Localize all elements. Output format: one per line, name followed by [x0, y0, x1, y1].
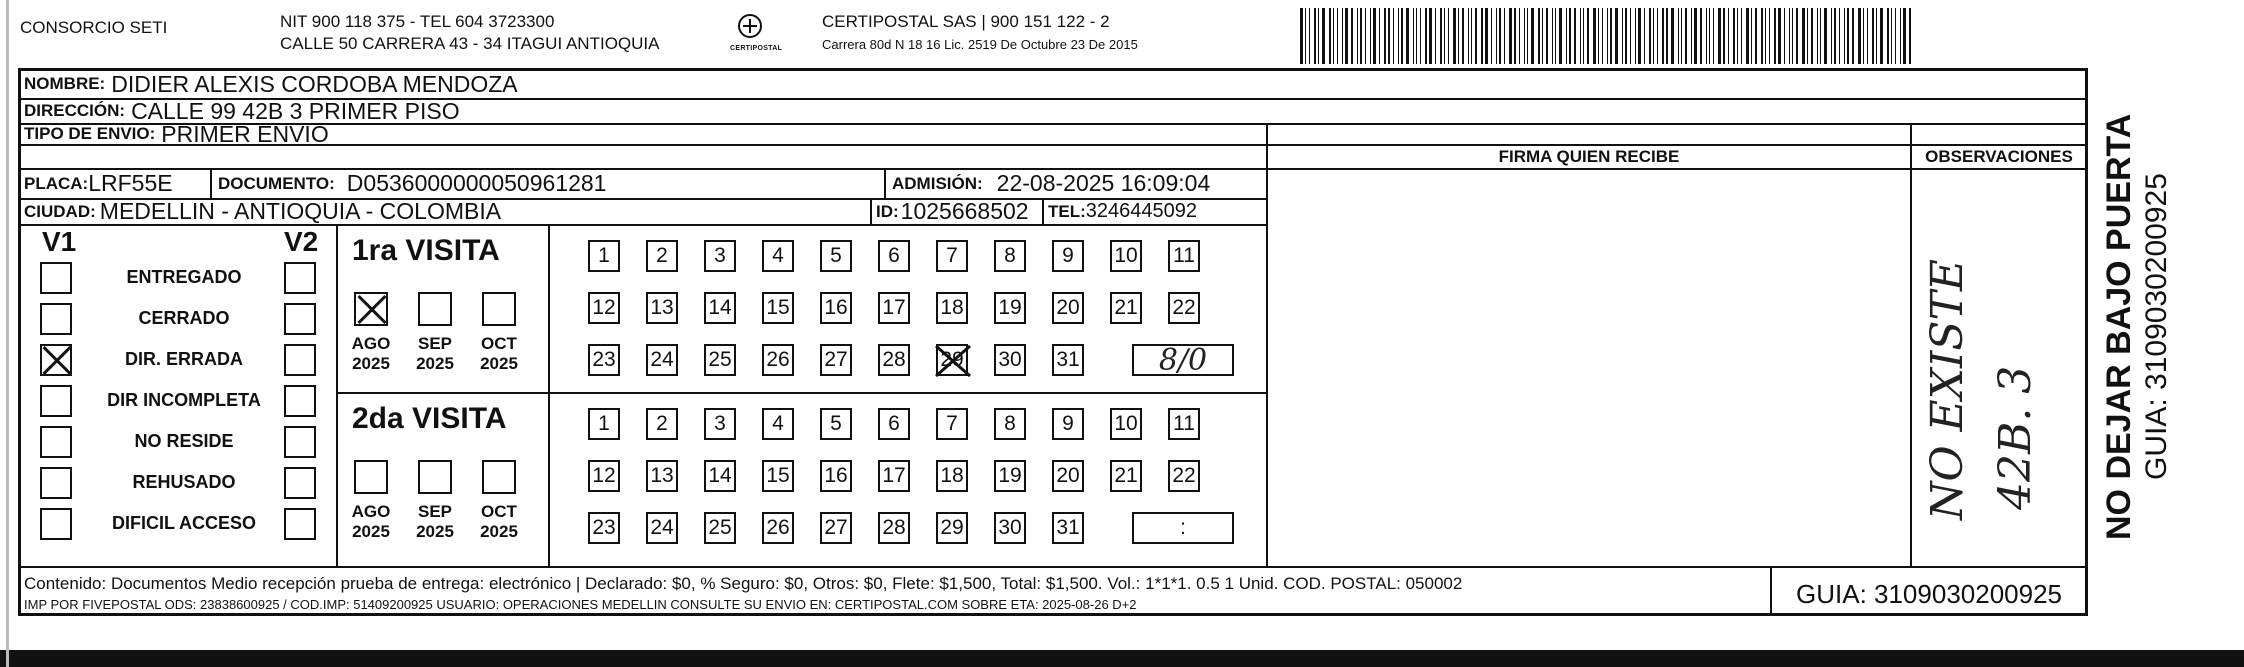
day-number: 14: [708, 296, 732, 319]
day-box[interactable]: [704, 240, 736, 272]
day-box[interactable]: [646, 292, 678, 324]
day-box[interactable]: [878, 460, 910, 492]
day-box[interactable]: [588, 240, 620, 272]
month-year: 2025: [416, 354, 454, 373]
barcode: [1300, 8, 1920, 64]
day-number: 12: [592, 296, 616, 319]
reason-label: REHUSADO: [132, 472, 236, 492]
day-box[interactable]: [762, 408, 794, 440]
day-box[interactable]: [936, 344, 968, 376]
day-number: 31: [1056, 516, 1080, 539]
day-box[interactable]: [646, 460, 678, 492]
day-box[interactable]: [588, 512, 620, 544]
tel-label: TEL:: [1048, 201, 1086, 221]
v2-checkbox[interactable]: [284, 262, 316, 294]
day-number: 18: [940, 464, 964, 487]
day-box[interactable]: [1052, 344, 1084, 376]
v2-label: V2: [284, 226, 319, 257]
day-box[interactable]: [1110, 240, 1142, 272]
observation-handwriting-2: 42B. 3: [1990, 365, 2041, 510]
day-box[interactable]: [1168, 408, 1200, 440]
day-number: 18: [940, 296, 964, 319]
day-number: 7: [946, 412, 958, 435]
reason-label: DIR INCOMPLETA: [107, 390, 261, 410]
v2-checkbox[interactable]: [284, 467, 316, 499]
v1-checkbox[interactable]: [40, 385, 72, 417]
day-box[interactable]: [936, 240, 968, 272]
plate-label: PLACA:: [24, 173, 89, 193]
day-number: 6: [888, 244, 900, 267]
day-number: 21: [1114, 464, 1138, 487]
day-number: 23: [592, 348, 616, 371]
day-box[interactable]: [994, 460, 1026, 492]
day-number: 13: [650, 464, 674, 487]
admission-value: 22-08-2025 16:09:04: [996, 170, 1211, 196]
day-box[interactable]: [936, 408, 968, 440]
day-box[interactable]: [1110, 292, 1142, 324]
send-type-label: TIPO DE ENVIO:: [24, 124, 156, 143]
day-box[interactable]: [994, 408, 1026, 440]
address-line: CALLE 50 CARRERA 43 - 34 ITAGUI ANTIOQUIA: [280, 34, 660, 53]
day-number: 30: [998, 516, 1022, 539]
day-box[interactable]: [878, 512, 910, 544]
day-box[interactable]: [994, 292, 1026, 324]
month-year: 2025: [480, 522, 518, 541]
day-number: 12: [592, 464, 616, 487]
day-box[interactable]: [820, 460, 852, 492]
v1-checkbox[interactable]: [40, 344, 72, 376]
day-number: 28: [882, 516, 906, 539]
day-box[interactable]: [1052, 460, 1084, 492]
day-box[interactable]: [1110, 408, 1142, 440]
month-year: 2025: [416, 522, 454, 541]
nit-line: NIT 900 118 375 - TEL 604 3723300: [280, 12, 555, 31]
day-number: 22: [1172, 296, 1196, 319]
day-box[interactable]: [936, 460, 968, 492]
day-box[interactable]: [1052, 512, 1084, 544]
day-box[interactable]: [820, 408, 852, 440]
day-box[interactable]: [704, 292, 736, 324]
v2-checkbox[interactable]: [284, 426, 316, 458]
day-box[interactable]: [1168, 240, 1200, 272]
day-number: 17: [882, 296, 906, 319]
month-label: [346, 502, 396, 542]
day-box[interactable]: [704, 408, 736, 440]
day-number: 29: [940, 516, 964, 539]
day-box[interactable]: [820, 240, 852, 272]
day-number: 5: [830, 412, 842, 435]
day-number: 9: [1062, 412, 1074, 435]
day-number: 21: [1114, 296, 1138, 319]
month-year: 2025: [352, 354, 390, 373]
day-box[interactable]: [878, 240, 910, 272]
v2-checkbox[interactable]: [284, 303, 316, 335]
day-number: 3: [714, 244, 726, 267]
signature-area[interactable]: [1268, 170, 1910, 566]
observations-header: OBSERVACIONES: [1925, 147, 2073, 166]
day-number: 28: [882, 348, 906, 371]
plate-value: LRF55E: [88, 170, 173, 196]
v1-checkbox[interactable]: [40, 303, 72, 335]
day-number: 29: [940, 348, 964, 371]
day-number: 26: [766, 516, 790, 539]
reason-label: ENTREGADO: [126, 267, 242, 287]
month-checkbox[interactable]: [482, 292, 516, 326]
day-box[interactable]: [762, 292, 794, 324]
company-name: CONSORCIO SETI: [20, 18, 168, 37]
footer-line-2: IMP POR FIVEPOSTAL ODS: 23838600925 / COD.IMP: 51409200925 USUARIO: OPERACIONES MEDELLIN CONSULTE SU ENVIO EN: CERTIPOSTAL.COM SOBRE ETA: 2025-08-26 D+2: [24, 597, 1137, 612]
v2-checkbox[interactable]: [284, 344, 316, 376]
day-box[interactable]: [704, 344, 736, 376]
name-label: NOMBRE:: [24, 74, 106, 93]
day-box[interactable]: [820, 512, 852, 544]
recipient-address: CALLE 99 42B 3 PRIMER PISO: [131, 97, 460, 124]
month-label: [474, 502, 524, 542]
logo-text: CERTIPOSTAL: [730, 45, 783, 52]
day-number: 11: [1173, 412, 1195, 435]
certipostal-logo: [730, 12, 783, 60]
day-number: 8: [1004, 412, 1016, 435]
day-number: 17: [882, 464, 906, 487]
day-number: 4: [772, 244, 784, 267]
city-label: CIUDAD:: [24, 201, 96, 221]
day-number: 7: [946, 244, 958, 267]
day-box[interactable]: [1052, 240, 1084, 272]
day-box[interactable]: [994, 512, 1026, 544]
visit-title: 2da VISITA: [352, 402, 507, 435]
day-box[interactable]: [994, 240, 1026, 272]
visit-time-box[interactable]: [1132, 344, 1234, 376]
month-year: 2025: [480, 354, 518, 373]
license-line: Carrera 80d N 18 16 Lic. 2519 De Octubre 23 De 2015: [822, 37, 1138, 52]
day-number: 19: [998, 464, 1022, 487]
visit-time: 8/0: [1158, 342, 1208, 378]
day-number: 24: [650, 348, 674, 371]
send-type-row: [24, 120, 329, 147]
day-box[interactable]: [588, 460, 620, 492]
document-label: DOCUMENTO:: [218, 173, 335, 193]
day-box[interactable]: [588, 408, 620, 440]
day-box[interactable]: [762, 460, 794, 492]
month-label: [410, 334, 460, 374]
day-box[interactable]: [1052, 292, 1084, 324]
month-checkbox[interactable]: [482, 460, 516, 494]
id-value: 1025668502: [900, 198, 1029, 224]
visit-title: 1ra VISITA: [352, 234, 500, 267]
day-box[interactable]: [762, 240, 794, 272]
day-box[interactable]: [1168, 292, 1200, 324]
day-box[interactable]: [588, 344, 620, 376]
day-number: 19: [998, 296, 1022, 319]
day-number: 10: [1114, 412, 1138, 435]
month-label: [410, 502, 460, 542]
month-name: OCT: [481, 334, 517, 353]
day-box[interactable]: [1052, 408, 1084, 440]
day-box[interactable]: [994, 344, 1026, 376]
day-number: 2: [656, 244, 668, 267]
signature-header: FIRMA QUIEN RECIBE: [1498, 147, 1680, 166]
address-row: [24, 99, 460, 123]
day-number: 16: [824, 464, 848, 487]
reason-label: DIR. ERRADA: [124, 349, 243, 369]
month-name: AGO: [351, 334, 391, 353]
id-cell: [876, 199, 1029, 224]
day-box[interactable]: [936, 512, 968, 544]
day-box[interactable]: [646, 408, 678, 440]
visit-time: :: [1180, 516, 1186, 539]
day-box[interactable]: [704, 460, 736, 492]
v1-checkbox[interactable]: [40, 508, 72, 540]
v1-checkbox[interactable]: [40, 426, 72, 458]
left-edge: [6, 0, 9, 667]
day-box[interactable]: [1110, 460, 1142, 492]
day-number: 6: [888, 412, 900, 435]
month-name: SEP: [417, 502, 453, 521]
day-number: 27: [824, 516, 848, 539]
day-number: 22: [1172, 464, 1196, 487]
month-checkbox[interactable]: [418, 460, 452, 494]
carrier-line: CERTIPOSTAL SAS | 900 151 122 - 2: [822, 12, 1110, 31]
month-name: SEP: [417, 334, 453, 353]
logo-icon: [736, 12, 764, 40]
day-number: 25: [708, 516, 732, 539]
reason-label: NO RESIDE: [134, 431, 234, 451]
day-box[interactable]: [762, 344, 794, 376]
day-number: 11: [1173, 244, 1195, 267]
day-box[interactable]: [936, 292, 968, 324]
day-box[interactable]: [646, 344, 678, 376]
day-number: 3: [714, 412, 726, 435]
v1-label: V1: [42, 226, 77, 257]
day-box[interactable]: [762, 512, 794, 544]
day-box[interactable]: [820, 292, 852, 324]
day-box[interactable]: [878, 344, 910, 376]
day-box[interactable]: [820, 344, 852, 376]
observation-handwriting-1: NO EXISTE: [1922, 259, 1973, 520]
month-label: [474, 334, 524, 374]
plate-cell: [24, 169, 173, 198]
day-box[interactable]: [704, 512, 736, 544]
day-box[interactable]: [646, 240, 678, 272]
day-box[interactable]: [646, 512, 678, 544]
document-cell: [218, 169, 606, 198]
document-value: D0536000000050961281: [346, 170, 607, 196]
day-number: 14: [708, 464, 732, 487]
month-checkbox[interactable]: [354, 292, 388, 326]
admission-label: ADMISIÓN:: [892, 173, 983, 193]
id-label: ID:: [876, 201, 899, 221]
day-number: 24: [650, 516, 674, 539]
day-box[interactable]: [878, 292, 910, 324]
day-number: 16: [824, 296, 848, 319]
v2-checkbox[interactable]: [284, 508, 316, 540]
visit-time-box[interactable]: [1132, 512, 1234, 544]
day-number: 23: [592, 516, 616, 539]
v2-checkbox[interactable]: [284, 385, 316, 417]
tel-value: 3246445092: [1085, 200, 1198, 222]
day-number: 20: [1056, 464, 1080, 487]
day-number: 13: [650, 296, 674, 319]
v1-checkbox[interactable]: [40, 262, 72, 294]
day-number: 4: [772, 412, 784, 435]
footer-line-1: Contenido: Documentos Medio recepción prueba de entrega: electrónico | Declarado: $0, % Seguro: $0, Otros: $0, Flete: $1,500, Total: $1,500. Vol.: 1*1*1. 0.5 1 Unid. COD. POSTAL: 050002: [24, 574, 1463, 593]
month-name: AGO: [351, 502, 391, 521]
day-box[interactable]: [878, 408, 910, 440]
day-number: 5: [830, 244, 842, 267]
month-checkbox[interactable]: [354, 460, 388, 494]
month-name: OCT: [481, 502, 517, 521]
day-number: 1: [598, 244, 610, 267]
day-number: 27: [824, 348, 848, 371]
bottom-band: [0, 650, 2244, 667]
address-label: DIRECCIÓN:: [24, 101, 126, 120]
day-number: 15: [766, 464, 790, 487]
day-number: 30: [998, 348, 1022, 371]
day-number: 2: [656, 412, 668, 435]
month-checkbox[interactable]: [418, 292, 452, 326]
recipient-name: DIDIER ALEXIS CORDOBA MENDOZA: [111, 70, 518, 97]
day-number: 15: [766, 296, 790, 319]
day-number: 25: [708, 348, 732, 371]
reason-label: CERRADO: [138, 308, 230, 328]
reason-label: DIFICIL ACCESO: [111, 513, 256, 533]
day-cross-mark: [933, 343, 973, 379]
day-number: 20: [1056, 296, 1080, 319]
city-cell: [24, 199, 501, 224]
month-label: [346, 334, 396, 374]
side-guia: GUIA: 3109030200925: [2140, 173, 2173, 480]
city-value: MEDELLIN - ANTIOQUIA - COLOMBIA: [99, 198, 502, 224]
day-number: 1: [598, 412, 610, 435]
day-number: 10: [1114, 244, 1138, 267]
day-number: 31: [1056, 348, 1080, 371]
tel-cell: [1048, 199, 1197, 224]
name-row: [24, 70, 518, 98]
footer-guia: GUIA: 3109030200925: [1796, 579, 2062, 609]
day-number: 9: [1062, 244, 1074, 267]
day-box[interactable]: [1168, 460, 1200, 492]
v1-checkbox[interactable]: [40, 467, 72, 499]
day-number: 8: [1004, 244, 1016, 267]
send-type: PRIMER ENVIO: [161, 120, 329, 147]
no-dejar-bajo-puerta: NO DEJAR BAJO PUERTA: [2100, 113, 2138, 540]
day-box[interactable]: [588, 292, 620, 324]
day-number: 26: [766, 348, 790, 371]
admission-cell: [892, 169, 1210, 198]
month-year: 2025: [352, 522, 390, 541]
